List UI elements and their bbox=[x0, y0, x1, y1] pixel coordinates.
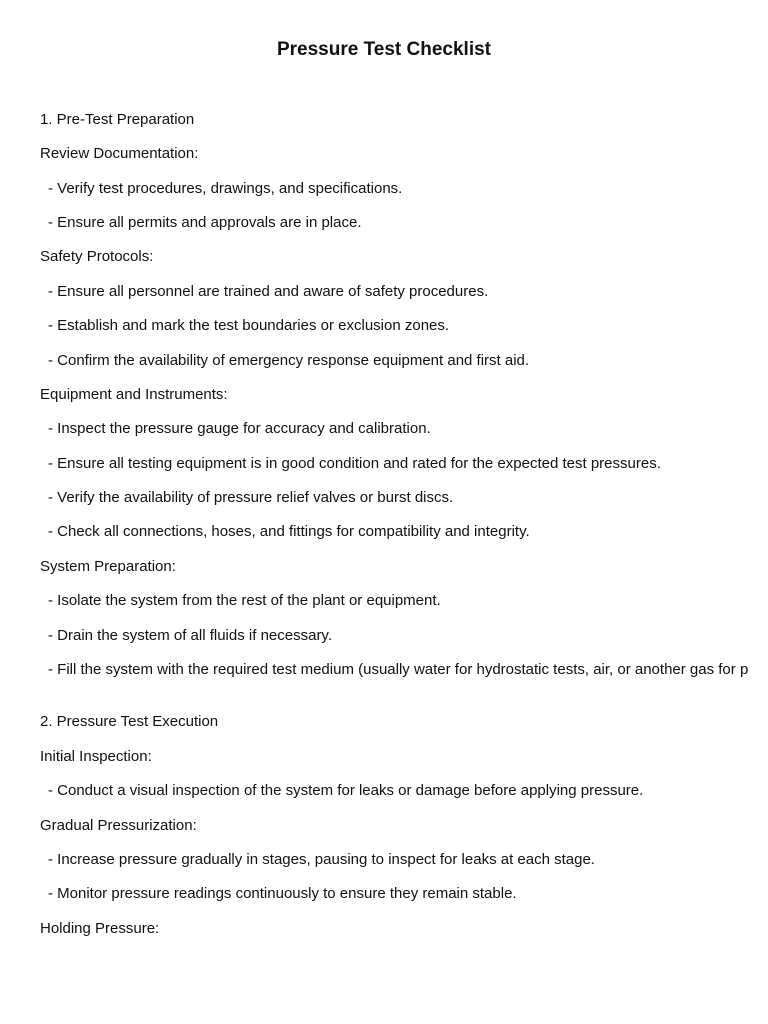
group-label: Equipment and Instruments: bbox=[40, 385, 228, 403]
checklist-item: - Drain the system of all fluids if necessary. bbox=[48, 626, 332, 644]
group-label: Holding Pressure: bbox=[40, 919, 160, 937]
group-label: Gradual Pressurization: bbox=[40, 816, 197, 834]
checklist-item: - Verify test procedures, drawings, and specifications. bbox=[48, 179, 403, 197]
checklist-item: - Confirm the availability of emergency response equipment and first aid. bbox=[48, 351, 530, 369]
group-label: Review Documentation: bbox=[40, 145, 199, 163]
checklist-item: - Isolate the system from the rest of the plant or equipment. bbox=[48, 592, 441, 610]
section-heading: 2. Pressure Test Execution bbox=[40, 713, 219, 731]
checklist-item: - Establish and mark the test boundaries or exclusion zones. bbox=[48, 317, 450, 335]
checklist-item: - Verify the availability of pressure relief valves or burst discs. bbox=[48, 489, 454, 507]
checklist-item: - Increase pressure gradually in stages, pausing to inspect for leaks at each stage. bbox=[48, 851, 595, 868]
checklist-item: - Ensure all testing equipment is in good condition and rated for the expected test pressures. bbox=[48, 454, 661, 472]
document-title: Pressure Test Checklist bbox=[276, 39, 492, 60]
checklist-item: - Ensure all personnel are trained and aware of safety procedures. bbox=[48, 282, 489, 300]
section-heading: 1. Pre-Test Preparation bbox=[40, 110, 195, 128]
checklist-item: - Fill the system with the required test medium (usually water for hydrostatic tests, air, or another gas for p bbox=[48, 661, 749, 679]
checklist-item: - Inspect the pressure gauge for accuracy and calibration. bbox=[48, 420, 431, 438]
checklist-content bbox=[40, 103, 768, 946]
group-label: System Preparation: bbox=[40, 557, 176, 575]
checklist-item: - Monitor pressure readings continuously to ensure they remain stable. bbox=[48, 885, 517, 903]
group-label: Initial Inspection: bbox=[40, 747, 152, 765]
checklist-item: - Conduct a visual inspection of the system for leaks or damage before applying pressure. bbox=[48, 782, 644, 800]
checklist-item: - Check all connections, hoses, and fittings for compatibility and integrity. bbox=[48, 523, 530, 541]
group-label: Safety Protocols: bbox=[40, 248, 154, 266]
checklist-item: - Ensure all permits and approvals are in place. bbox=[48, 213, 362, 231]
